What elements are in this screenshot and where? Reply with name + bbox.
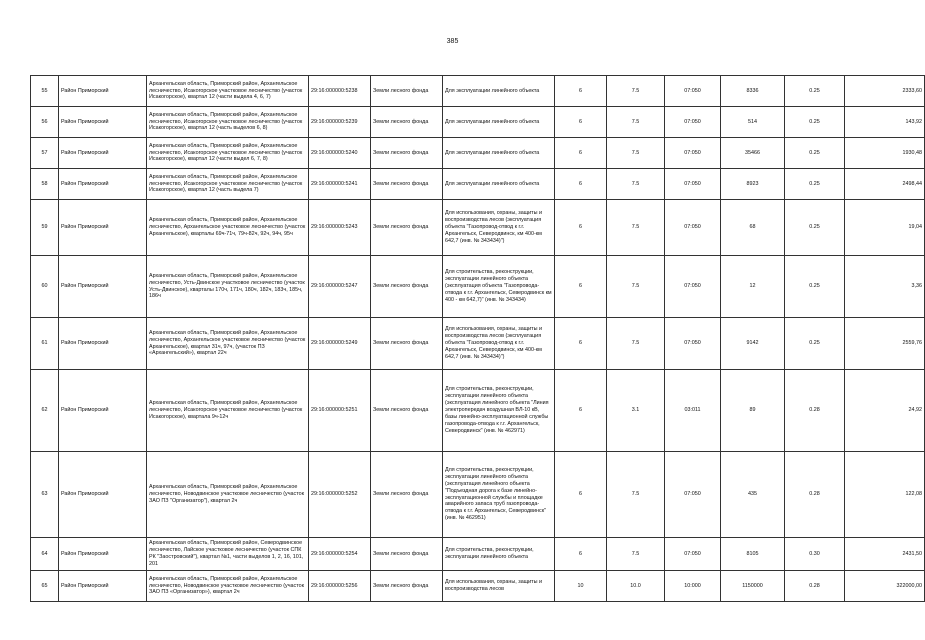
land-plots-table <box>30 75 925 602</box>
land-category-cell: Земли лесного фонда <box>371 318 443 370</box>
table-row <box>31 452 925 538</box>
land-category-cell: Земли лесного фонда <box>371 571 443 602</box>
row-number: 58 <box>31 169 59 200</box>
amount-cell: 3,36 <box>845 256 925 318</box>
coefficient-cell: 6 <box>555 256 607 318</box>
permitted-use-cell: Для строительства, реконструкции, эксплуатации линейного объекта (эксплуатация линейного объекта "Линия электропередач воздушная ВЛ-10 кВ, базы линейно-эксплуатационной службы газопровода-отвода к г.г. Архангельск, Северодвинск" (инв. № 462971) <box>443 370 555 452</box>
use-code-cell: 07:050 <box>665 256 721 318</box>
cadastral-number-cell: 29:16:000000:5254 <box>309 538 371 571</box>
row-number: 64 <box>31 538 59 571</box>
cadastral-number-cell: 29:16:000000:5240 <box>309 138 371 169</box>
rate-cell: 3.1 <box>607 370 665 452</box>
row-number: 62 <box>31 370 59 452</box>
rate-cell: 7.5 <box>607 256 665 318</box>
district-cell: Район Приморский <box>59 138 147 169</box>
factor-cell: 0.28 <box>785 571 845 602</box>
permitted-use-cell: Для строительства, реконструкции, эксплуатации линейного объекта <box>443 538 555 571</box>
district-cell: Район Приморский <box>59 571 147 602</box>
land-category-cell: Земли лесного фонда <box>371 452 443 538</box>
rate-cell: 10.0 <box>607 571 665 602</box>
amount-cell: 2498,44 <box>845 169 925 200</box>
table-row <box>31 76 925 107</box>
cadastral-number-cell: 29:16:000000:5256 <box>309 571 371 602</box>
use-code-cell: 07:050 <box>665 452 721 538</box>
factor-cell: 0.25 <box>785 76 845 107</box>
use-code-cell: 03:011 <box>665 370 721 452</box>
district-cell: Район Приморский <box>59 452 147 538</box>
amount-cell: 122,08 <box>845 452 925 538</box>
permitted-use-cell: Для эксплуатации линейного объекта <box>443 169 555 200</box>
coefficient-cell: 6 <box>555 169 607 200</box>
coefficient-cell: 6 <box>555 538 607 571</box>
coefficient-cell: 6 <box>555 370 607 452</box>
permitted-use-cell: Для строительства, реконструкции, эксплуатации линейного объекта (эксплуатация объекта "Газопровода-отвода к г.г. Архангельск, Северодвинск км 400 - км 642,7)" (инв. № 343434) <box>443 256 555 318</box>
district-cell: Район Приморский <box>59 76 147 107</box>
area-cell: 1150000 <box>721 571 785 602</box>
factor-cell: 0.25 <box>785 200 845 256</box>
table-row <box>31 200 925 256</box>
address-cell: Архангельская область, Приморский район, Архангельское лесничество, Исакогорское участковое лесничество (участок Исакогорское), квартал 12 (часть выделов 6, 8) <box>147 107 309 138</box>
table-body <box>31 76 925 602</box>
rate-cell: 7.5 <box>607 107 665 138</box>
area-cell: 12 <box>721 256 785 318</box>
coefficient-cell: 6 <box>555 76 607 107</box>
land-category-cell: Земли лесного фонда <box>371 370 443 452</box>
use-code-cell: 07:050 <box>665 76 721 107</box>
amount-cell: 19,04 <box>845 200 925 256</box>
address-cell: Архангельская область, Приморский район, Архангельское лесничество, Исакогорское участковое лесничество (участок Исакогорское), квартала 9ч-12ч <box>147 370 309 452</box>
cadastral-number-cell: 29:16:000000:5247 <box>309 256 371 318</box>
cadastral-number-cell: 29:16:000000:5249 <box>309 318 371 370</box>
row-number: 63 <box>31 452 59 538</box>
row-number: 57 <box>31 138 59 169</box>
district-cell: Район Приморский <box>59 107 147 138</box>
coefficient-cell: 6 <box>555 107 607 138</box>
use-code-cell: 07:050 <box>665 107 721 138</box>
address-cell: Архангельская область, Приморский район, Архангельское лесничество, Исакогорское участковое лесничество (участок Исакогорское), квартал 12 (части выдел 6, 7, 8) <box>147 138 309 169</box>
amount-cell: 1930,48 <box>845 138 925 169</box>
factor-cell: 0.28 <box>785 452 845 538</box>
coefficient-cell: 6 <box>555 138 607 169</box>
factor-cell: 0.30 <box>785 538 845 571</box>
land-category-cell: Земли лесного фонда <box>371 138 443 169</box>
row-number: 56 <box>31 107 59 138</box>
amount-cell: 24,92 <box>845 370 925 452</box>
permitted-use-cell: Для эксплуатации линейного объекта <box>443 138 555 169</box>
district-cell: Район Приморский <box>59 256 147 318</box>
area-cell: 514 <box>721 107 785 138</box>
table-row <box>31 318 925 370</box>
row-number: 65 <box>31 571 59 602</box>
rate-cell: 7.5 <box>607 318 665 370</box>
address-cell: Архангельская область, Приморский район, Архангельское лесничество, Архангельское участковое лесничество (участок Архангельское), квартал 31ч, 97ч, (участок ПЗ «Архангельский»), квартал 22ч <box>147 318 309 370</box>
row-number: 59 <box>31 200 59 256</box>
permitted-use-cell: Для использования, охраны, защиты и воспроизводства лесов (эксплуатация объекта "Газопровод-отвод к г.г. Архангельск, Северодвинск, км 400-км 642,7 (инв. № 343434)") <box>443 318 555 370</box>
land-category-cell: Земли лесного фонда <box>371 538 443 571</box>
district-cell: Район Приморский <box>59 169 147 200</box>
cadastral-number-cell: 29:16:000000:5239 <box>309 107 371 138</box>
table-row <box>31 169 925 200</box>
factor-cell: 0.25 <box>785 318 845 370</box>
table-row <box>31 256 925 318</box>
rate-cell: 7.5 <box>607 452 665 538</box>
rate-cell: 7.5 <box>607 169 665 200</box>
amount-cell: 143,92 <box>845 107 925 138</box>
factor-cell: 0.25 <box>785 169 845 200</box>
table-row <box>31 370 925 452</box>
area-cell: 89 <box>721 370 785 452</box>
address-cell: Архангельская область, Приморский район, Архангельское лесничество, Новодвинское участковое лесничество (участок ЗАО ПЗ "Организатор"), квартал 2ч <box>147 452 309 538</box>
page-number: 385 <box>446 38 459 45</box>
use-code-cell: 10:000 <box>665 571 721 602</box>
coefficient-cell: 6 <box>555 318 607 370</box>
district-cell: Район Приморский <box>59 538 147 571</box>
use-code-cell: 07:050 <box>665 538 721 571</box>
address-cell: Архангельская область, Приморский район, Архангельское лесничество, Новодвинское участковое лесничество (участок ЗАО ПЗ «Организатор»), квартал 2ч <box>147 571 309 602</box>
district-cell: Район Приморский <box>59 318 147 370</box>
land-category-cell: Земли лесного фонда <box>371 107 443 138</box>
rate-cell: 7.5 <box>607 138 665 169</box>
area-cell: 435 <box>721 452 785 538</box>
permitted-use-cell: Для эксплуатации линейного объекта <box>443 76 555 107</box>
area-cell: 68 <box>721 200 785 256</box>
cadastral-number-cell: 29:16:000000:5251 <box>309 370 371 452</box>
district-cell: Район Приморский <box>59 370 147 452</box>
address-cell: Архангельская область, Приморский район, Архангельское лесничество, Усть-Двинское участковое лесничество (участок Усть-Двинское), кварталы 170ч, 171ч, 180ч, 182ч, 183ч, 185ч, 186ч <box>147 256 309 318</box>
amount-cell: 2333,60 <box>845 76 925 107</box>
district-cell: Район Приморский <box>59 200 147 256</box>
row-number: 60 <box>31 256 59 318</box>
use-code-cell: 07:050 <box>665 169 721 200</box>
rate-cell: 7.5 <box>607 200 665 256</box>
amount-cell: 322000,00 <box>845 571 925 602</box>
rate-cell: 7.5 <box>607 76 665 107</box>
row-number: 55 <box>31 76 59 107</box>
area-cell: 8105 <box>721 538 785 571</box>
cadastral-number-cell: 29:16:000000:5252 <box>309 452 371 538</box>
cadastral-number-cell: 29:16:000000:5238 <box>309 76 371 107</box>
factor-cell: 0.25 <box>785 138 845 169</box>
cadastral-number-cell: 29:16:000000:5243 <box>309 200 371 256</box>
land-category-cell: Земли лесного фонда <box>371 256 443 318</box>
use-code-cell: 07:050 <box>665 200 721 256</box>
permitted-use-cell: Для эксплуатации линейного объекта <box>443 107 555 138</box>
address-cell: Архангельская область, Приморский район, Архангельское лесничество, Исакогорское участковое лесничество (участок Исакогорское), квартал 12 (части выдела 4, 6, 7) <box>147 76 309 107</box>
area-cell: 35466 <box>721 138 785 169</box>
amount-cell: 2559,76 <box>845 318 925 370</box>
factor-cell: 0.25 <box>785 256 845 318</box>
address-cell: Архангельская область, Приморский район, Архангельское лесничество, Архангельское участковое лесничество (участок Архангельское), кварталы 69ч-71ч, 79ч-82ч, 92ч, 94ч, 95ч <box>147 200 309 256</box>
area-cell: 8336 <box>721 76 785 107</box>
table-row <box>31 538 925 571</box>
area-cell: 8923 <box>721 169 785 200</box>
coefficient-cell: 6 <box>555 452 607 538</box>
table-row <box>31 107 925 138</box>
permitted-use-cell: Для использования, охраны, защиты и воспроизводства лесов <box>443 571 555 602</box>
use-code-cell: 07:050 <box>665 318 721 370</box>
table-row <box>31 138 925 169</box>
use-code-cell: 07:050 <box>665 138 721 169</box>
cadastral-number-cell: 29:16:000000:5241 <box>309 169 371 200</box>
table-row <box>31 571 925 602</box>
factor-cell: 0.28 <box>785 370 845 452</box>
permitted-use-cell: Для строительства, реконструкции, эксплуатации линейного объекта (эксплуатация линейного объекта "Подъездная дорога к базе линейно-эксплуатационной службы и площадке аварийного запаса труб газопровода-отвода к г.г. Архангельск, Северодвинск" (инв. № 462951) <box>443 452 555 538</box>
coefficient-cell: 10 <box>555 571 607 602</box>
address-cell: Архангельская область, Приморский район, Северодвинское лесничество, Лайское участковое лесничество (участок СПК РК "Заостровский"), квартал №1, части выделов 1, 2, 16, 101, 201 <box>147 538 309 571</box>
address-cell: Архангельская область, Приморский район, Архангельское лесничество, Исакогорское участковое лесничество (участок Исакогорское), квартал 12 (часть выдела 7) <box>147 169 309 200</box>
factor-cell: 0.25 <box>785 107 845 138</box>
land-category-cell: Земли лесного фонда <box>371 200 443 256</box>
area-cell: 9142 <box>721 318 785 370</box>
row-number: 61 <box>31 318 59 370</box>
land-category-cell: Земли лесного фонда <box>371 76 443 107</box>
rate-cell: 7.5 <box>607 538 665 571</box>
coefficient-cell: 6 <box>555 200 607 256</box>
amount-cell: 2431,50 <box>845 538 925 571</box>
permitted-use-cell: Для использования, охраны, защиты и воспроизводства лесов (эксплуатация объекта "Газопровод-отвод к г.г. Архангельск, Северодвинск, км 400-км 642,7 (инв. № 343434)") <box>443 200 555 256</box>
land-category-cell: Земли лесного фонда <box>371 169 443 200</box>
